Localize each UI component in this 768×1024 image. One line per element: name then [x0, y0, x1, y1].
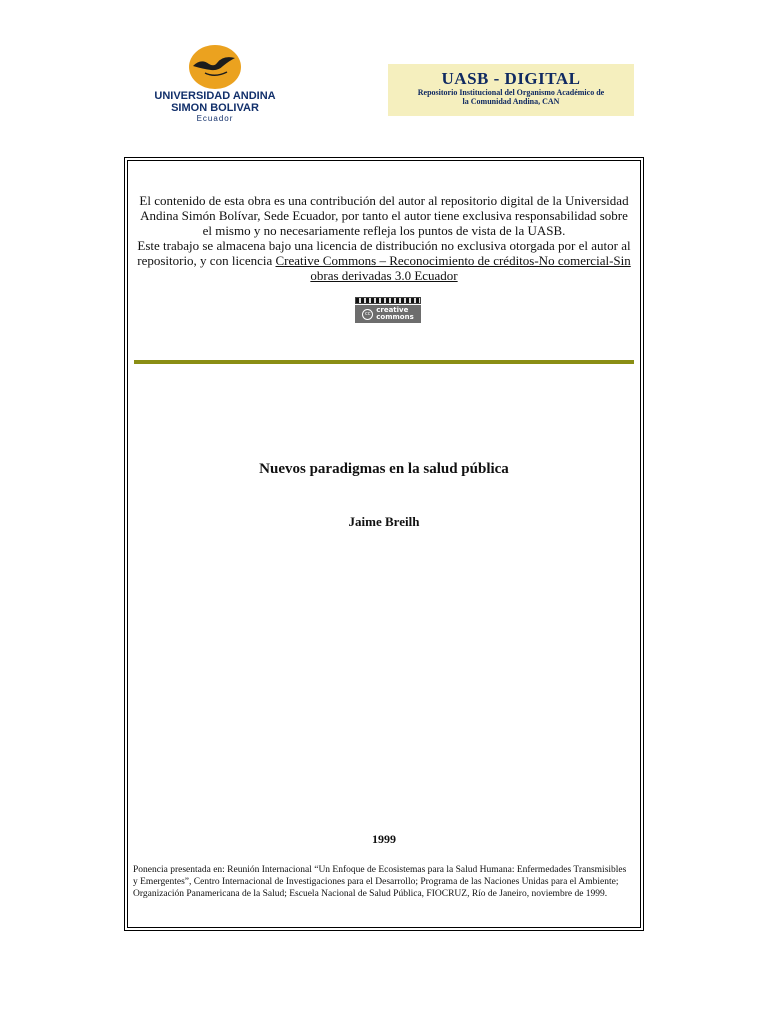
license-statement: [134, 193, 634, 283]
license-strip-icon: [355, 297, 421, 304]
creative-commons-license-link[interactable]: Creative Commons – Reconocimiento de créditos-No comercial-Sin obras derivadas 3.0 Ecuador: [275, 253, 631, 283]
license-text-part2: [134, 238, 634, 283]
license-text-part1: El contenido de esta obra es una contribución del autor al repositorio digital de la Universidad Andina Simón Bolívar, Sede Ecuador, por tanto el autor tiene exclusiva responsabilidad sobre el mismo y no necesariamente refleja los puntos de vista de la UASB.: [139, 193, 629, 238]
document-author: Jaime Breilh: [348, 514, 420, 529]
university-country: Ecuador: [196, 114, 234, 123]
divider-rule: [134, 360, 634, 364]
university-logo: [150, 44, 280, 124]
condor-emblem-icon: [187, 44, 243, 90]
document-title: Nuevos paradigmas en la salud pública: [259, 461, 509, 477]
university-name-line1: UNIVERSIDAD ANDINA: [154, 90, 276, 102]
cc-logo-icon: cc: [362, 309, 373, 320]
cc-word-line2: commons: [376, 313, 414, 321]
uasb-digital-banner: [388, 64, 634, 116]
license-text-part2-body: Este trabajo se almacena bajo una licencia de distribución no exclusiva otorgada por el autor al repositorio, y con licencia: [137, 238, 631, 268]
repository-subtitle-line1: Repositorio Institucional del Organismo Académico de: [417, 88, 605, 97]
creative-commons-wordmark: [376, 307, 414, 321]
university-name-line2: SIMON BOLIVAR: [171, 102, 259, 114]
presentation-note: Ponencia presentada en: Reunión Internacional “Un Enfoque de Ecosistemas para la Salud Humana: Enfermedades Transmisibles y Emergentes”, Centro Internacional de Investigaciones para el Desarrollo; Programa de las Naciones Unidas para el Ambiente; Organización Panamericana de la Salud; Escuela Nacional de Salud Pública, FIOCRUZ, Río de Janeiro, noviembre de 1999.: [133, 865, 627, 899]
repository-title: UASB - DIGITAL: [441, 69, 581, 88]
creative-commons-main: [355, 305, 421, 323]
document-year: 1999: [372, 832, 396, 846]
repository-subtitle-line2: la Comunidad Andina, CAN: [462, 97, 560, 106]
cc-word-line1: creative: [376, 306, 409, 314]
creative-commons-badge[interactable]: [355, 297, 421, 323]
